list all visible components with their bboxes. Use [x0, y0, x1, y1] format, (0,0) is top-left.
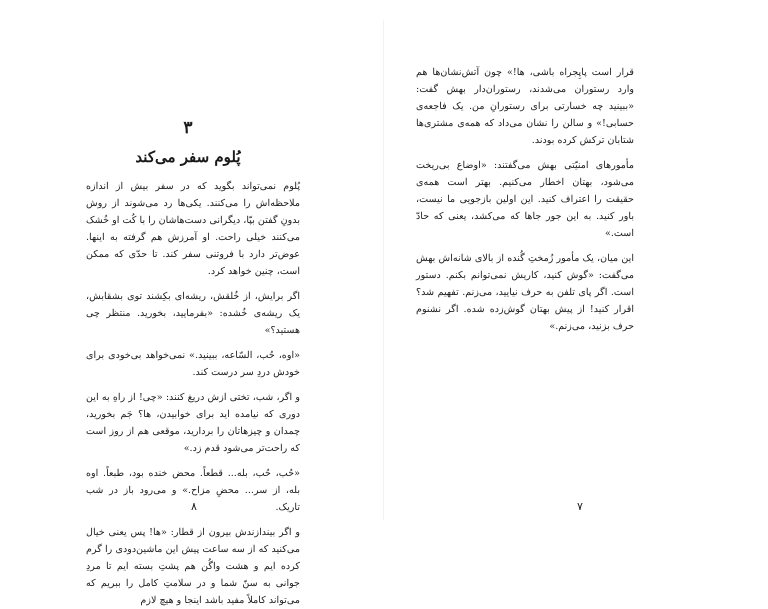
paragraph: و اگر بیندازندش بیرون از قطار: «ها! پس یعنی خیال می‌کنید که از سه ساعت پیش این ماشین‌دودی را گرم کرده ایم و هشت واگُن هم پشتِ بسته ایم تا مردِ جوانی به سنّ شما و در سلامتِ کامل را ببریم که می‌تواند کاملاً مفید باشد اینجا و هیچ لازم: [86, 527, 300, 606]
page-number: ۷: [577, 500, 583, 513]
paragraph: قرار است پاپِجراه باشی، ها!» چون آتش‌نشان‌ها هم وارد رستوران می‌شدند، رستوران‌دار بهش گفت: «ببینید چه خسارتی برای رستورانِ من. یک فاجعه‌ی حسابی!» و سالن را نشان می‌داد که همه‌ی مشتری‌ها شتابان ترکش کرده بودند.: [416, 67, 634, 146]
chapter-number: ۳: [183, 118, 193, 138]
chapter-title: پُلوم سفر می‌کند: [135, 148, 241, 166]
paragraph: «اوه، حُب، السّاعه، ببینید.» نمی‌خواهد بی‌خودی برای خودش دردِ سر درست کند.: [86, 350, 300, 378]
page-number: ۸: [191, 500, 197, 513]
paragraph: اگر برایش، از خُلقش، ریشه‌ای بکِشند توی بشقابش، یک ریشه‌ی خُشده: «بفرمایید، بخورید. منتظر چی هستید؟»: [86, 291, 300, 336]
paragraph: مأمورهای امنیّتی بهش می‌گفتند: «اوضاع بی‌ریخت می‌شود، بهتان اخطار می‌کنیم. بهتر است همه‌ی حقیقت را اعتراف کنید. این اولین بازجویی ما نیست، باور کنید. به این جور جاها که می‌کشد، یعنی که حادّ است.»: [416, 160, 634, 239]
right-page: [384, 0, 768, 540]
paragraph: پُلوم نمی‌تواند بگوید که در سفر بیش از اندازه ملاحظه‌اش را می‌کنند. یکی‌ها رد می‌شوند از روش بدونِ گفتن بپّا، دیگرانی دست‌هاشان را با کُت او خُشک می‌کنند خیلی راحت. او آمرزش هم گرفته به اینها. عوض‌تر دارد با فروتنی سفر کند. تا حدّی که ممکن است، چنین خواهد کرد.: [86, 181, 300, 277]
left-page-body: [86, 178, 300, 609]
paragraph: «حُب، حُب، بله... قطعاً. محض خنده بود، طبعاً. اوه بله، از سر... محضِ مزاح.» و می‌رود باز در شب تاریک.: [86, 468, 300, 513]
left-page: [0, 0, 384, 606]
right-page-body: [416, 64, 634, 335]
paragraph: این میان، یک مأمور زُمختِ گُنده از بالای شانه‌اش بهش می‌گفت: «گوش کنید، کاریش نمی‌توانم بکنم. دستور است. اگر پای تلفن به حرف نیایید، می‌زنم. تفهیم شد؟ اقرار کنید! از پیش بهتان گوش‌زده شده. اگر نشنوم حرف بزنید، می‌زنم.»: [416, 253, 634, 332]
paragraph: و اگر، شب، تختی ازش دریغ کنند: «چی! از راهِ به این دوری که نیامده اید برای خوابیدن، ها؟ جَم بخورید، چمدان و چیزهاتان را بردارید، موقعی هم از روز است که راحت‌تر می‌شود قدم زد.»: [86, 392, 300, 454]
